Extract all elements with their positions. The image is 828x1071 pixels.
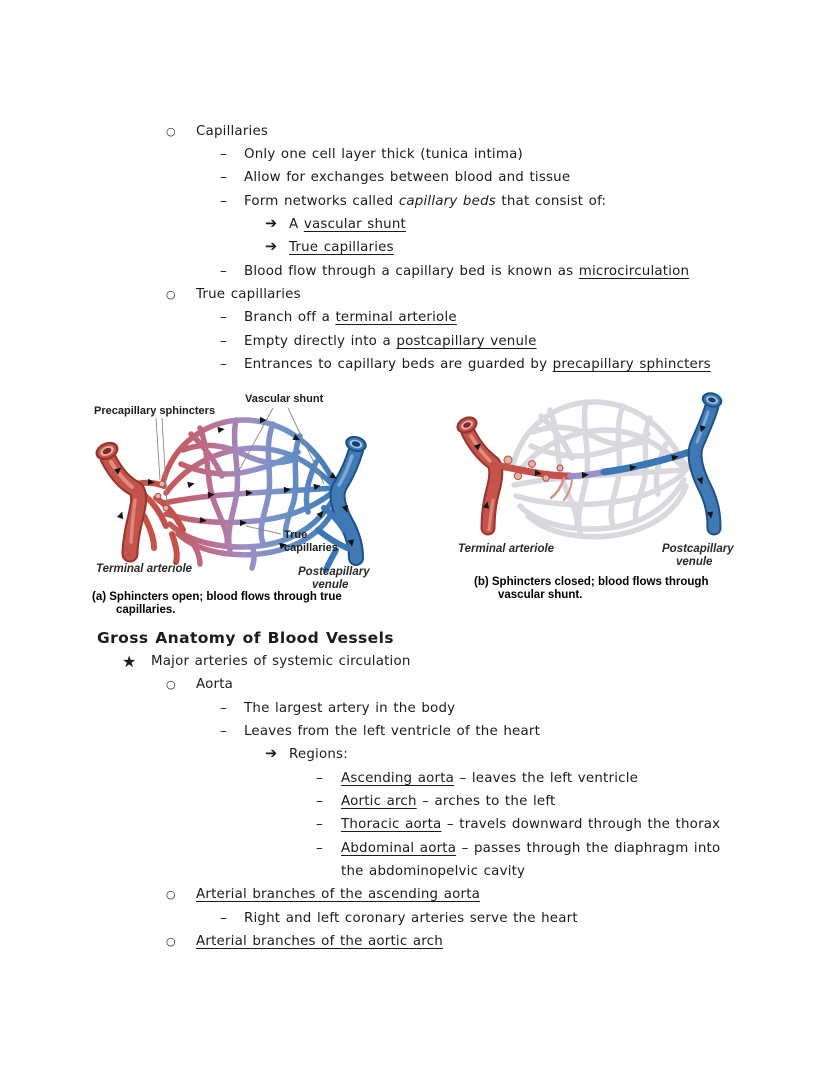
dash-bullet: – <box>220 145 227 162</box>
note-text: Only one cell layer thick (tunica intima) <box>244 146 523 162</box>
note-line <box>0 306 828 329</box>
dash-bullet: – <box>220 192 227 209</box>
label-true-capillaries: capillaries <box>284 542 338 554</box>
note-line <box>0 353 828 376</box>
venule-opening <box>700 390 724 410</box>
note-line <box>0 190 828 213</box>
label-postcapillary-venule: Postcapillary <box>662 543 734 555</box>
circle-bullet: ○ <box>166 935 176 949</box>
note-line <box>0 790 828 813</box>
label-precapillary-sphincters: Precapillary sphincters <box>94 405 216 417</box>
arrow-bullet: ➔ <box>265 215 278 232</box>
note-text: True capillaries <box>289 240 394 256</box>
note-line <box>0 883 828 906</box>
note-text: Thoracic aorta – travels downward through the thorax <box>341 817 721 833</box>
label-terminal-arteriole: Terminal arteriole <box>458 543 555 555</box>
note-line <box>0 767 828 790</box>
note-text: Branch off a terminal arteriole <box>244 310 457 326</box>
note-text: Form networks called capillary beds that consist of: <box>244 193 607 209</box>
note-text: Right and left coronary arteries serve the heart <box>244 910 578 926</box>
capillary-network-closed <box>513 402 688 537</box>
venule-opening <box>343 433 368 454</box>
dash-bullet: – <box>220 262 227 279</box>
terminal-arteriole-vessel <box>468 432 502 530</box>
note-text: A vascular shunt <box>289 216 406 232</box>
label-postcapillary-venule: Postcapillary <box>298 566 370 578</box>
dash-bullet: – <box>220 309 227 326</box>
dash-bullet: – <box>220 909 227 926</box>
note-line <box>0 930 828 953</box>
note-line <box>0 330 828 353</box>
note-text: Leaves from the left ventricle of the heart <box>244 723 541 739</box>
figure-b-caption: vascular shunt. <box>498 589 583 601</box>
dash-bullet: – <box>316 839 323 856</box>
note-text: Abdominal aorta – passes through the diaphragm into <box>341 840 721 856</box>
figure-b-caption: (b) Sphincters closed; blood flows through <box>474 576 709 588</box>
label-vascular-shunt: Vascular shunt <box>245 393 324 405</box>
note-line <box>0 907 828 930</box>
figure-a-caption: (a) Sphincters open; blood flows through true <box>92 591 342 603</box>
note-line <box>0 813 828 836</box>
circle-bullet: ○ <box>166 678 176 692</box>
dash-bullet: – <box>220 332 227 349</box>
note-text: Gross Anatomy of Blood Vessels <box>97 628 394 647</box>
circle-bullet: ○ <box>166 124 176 138</box>
note-line <box>0 213 828 236</box>
note-line <box>0 260 828 283</box>
dash-bullet: – <box>316 816 323 833</box>
note-line <box>0 697 828 720</box>
note-text: Empty directly into a postcapillary venule <box>244 333 537 349</box>
postcapillary-venule-vessel <box>695 406 714 528</box>
arrow-bullet: ➔ <box>265 239 278 256</box>
section-heading <box>0 627 828 650</box>
note-text: Arterial branches of the ascending aorta <box>196 887 481 903</box>
dash-bullet: – <box>220 356 227 372</box>
note-text: Aorta <box>196 677 234 693</box>
label-terminal-arteriole: Terminal arteriole <box>96 563 193 575</box>
note-line <box>0 673 828 696</box>
figure-a-caption: capillaries. <box>116 604 176 616</box>
note-line <box>0 283 828 306</box>
note-text: The largest artery in the body <box>244 700 456 716</box>
note-text: Major arteries of systemic circulation <box>151 653 411 669</box>
note-line <box>0 743 828 766</box>
star-bullet: ★ <box>122 651 137 671</box>
note-line <box>0 120 828 143</box>
note-text: Ascending aorta – leaves the left ventricle <box>341 770 639 786</box>
note-text: Aortic arch – arches to the left <box>341 793 556 809</box>
note-line <box>0 143 828 166</box>
label-true-capillaries: True <box>284 529 308 541</box>
note-text: Regions: <box>289 747 348 763</box>
dash-bullet: – <box>220 699 227 716</box>
note-line <box>0 837 828 860</box>
note-line <box>0 166 828 189</box>
arrow-bullet: ➔ <box>265 746 278 763</box>
note-text: Arterial branches of the aortic arch <box>196 934 443 950</box>
figure-capillary-bed-open <box>88 388 398 622</box>
note-text: Allow for exchanges between blood and tissue <box>244 170 571 186</box>
dash-bullet: – <box>316 792 323 809</box>
label-postcapillary-venule: venule <box>676 556 713 568</box>
figure-capillary-bed-closed <box>450 388 748 622</box>
circle-bullet: ○ <box>166 287 176 301</box>
note-line <box>0 236 828 259</box>
note-text: the abdominopelvic cavity <box>341 864 526 879</box>
dash-bullet: – <box>220 722 227 739</box>
dash-bullet: – <box>316 769 323 786</box>
note-text: Capillaries <box>196 123 269 139</box>
label-postcapillary-venule: venule <box>312 579 349 591</box>
note-line <box>0 860 828 883</box>
circle-bullet: ○ <box>166 888 176 902</box>
note-text: True capillaries <box>196 286 301 302</box>
note-text: Entrances to capillary beds are guarded by precapillary sphincters <box>244 357 711 372</box>
dash-bullet: – <box>220 169 227 186</box>
note-line <box>0 650 828 673</box>
note-line <box>0 720 828 743</box>
terminal-arteriole-vessel <box>108 458 139 554</box>
note-text: Blood flow through a capillary bed is known as microcirculation <box>244 263 690 279</box>
